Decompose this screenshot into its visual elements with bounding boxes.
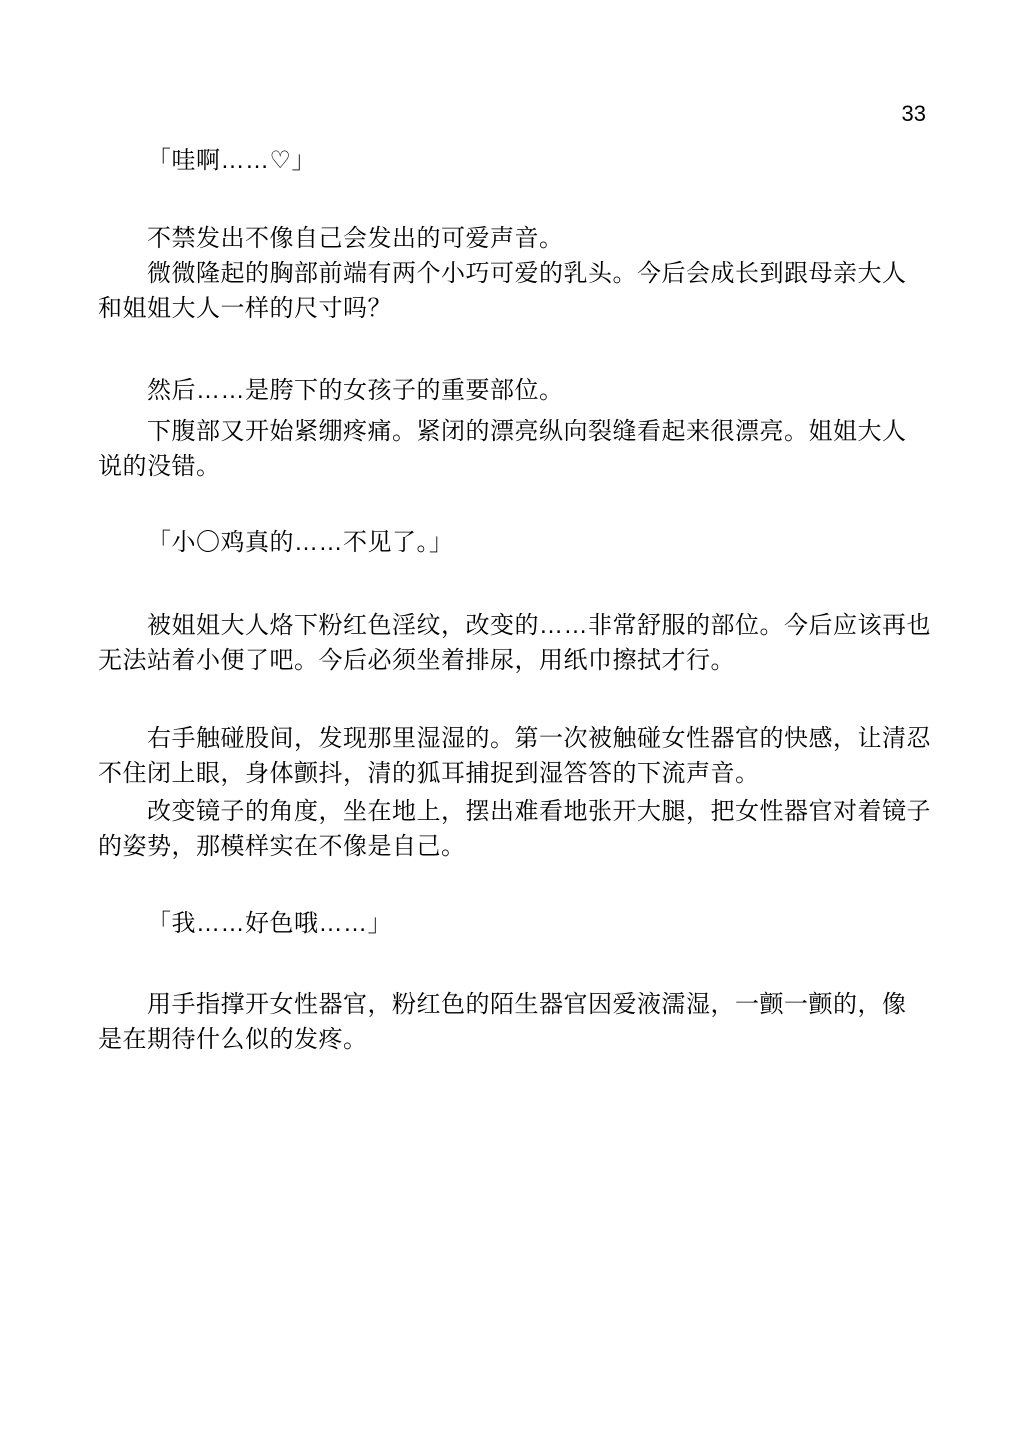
paragraph: [98, 608, 931, 678]
text-line: 不禁发出不像自己会发出的可爱声音。: [147, 225, 564, 252]
paragraph: [98, 373, 926, 408]
text-line: 微微隆起的胸部前端有两个小巧可爱的乳头。今后会成长到跟母亲大人: [147, 260, 907, 287]
text-line: 说的没错。: [98, 453, 221, 480]
text-line: 然后……是胯下的女孩子的重要部位。: [147, 377, 564, 404]
paragraph: [98, 221, 926, 256]
text-line: 的姿势，那模样实在不像是自己。: [98, 833, 466, 860]
text-line: 和姐姐大人一样的尺寸吗？: [98, 295, 392, 322]
text-line: 下腹部又开始紧绷疼痛。紧闭的漂亮纵向裂缝看起来很漂亮。姐姐大人: [147, 418, 907, 445]
text-line: 「我……好色哦……」: [147, 910, 392, 937]
paragraph: [98, 414, 926, 484]
text-line: 「哇啊……♡」: [147, 147, 317, 174]
paragraph: [98, 987, 926, 1057]
text-body: [98, 143, 931, 1057]
text-line: 无法站着小便了吧。今后必须坐着排尿，用纸巾擦拭才行。: [98, 647, 735, 674]
dialogue-line: [98, 525, 926, 560]
text-line: 被姐姐大人烙下粉红色淫纹，改变的……非常舒服的部位。今后应该再也: [147, 612, 931, 639]
paragraph: [98, 794, 931, 864]
dialogue-line: [98, 143, 926, 178]
text-line: 改变镜子的角度，坐在地上，摆出难看地张开大腿，把女性器官对着镜子: [147, 798, 931, 825]
text-line: 「小〇鸡真的……不见了。」: [147, 529, 454, 556]
paragraph: [98, 256, 926, 326]
page-number: 33: [901, 101, 926, 126]
text-line: 不住闭上眼，身体颤抖，清的狐耳捕捉到湿答答的下流声音。: [98, 760, 760, 787]
text-line: 是在期待什么似的发疼。: [98, 1026, 368, 1053]
paragraph: [98, 721, 931, 791]
text-line: 用手指撑开女性器官，粉红色的陌生器官因爱液濡湿，一颤一颤的，像: [147, 991, 907, 1018]
dialogue-line: [98, 906, 926, 941]
text-line: 右手触碰股间，发现那里湿湿的。第一次被触碰女性器官的快感，让清忍: [147, 725, 931, 752]
